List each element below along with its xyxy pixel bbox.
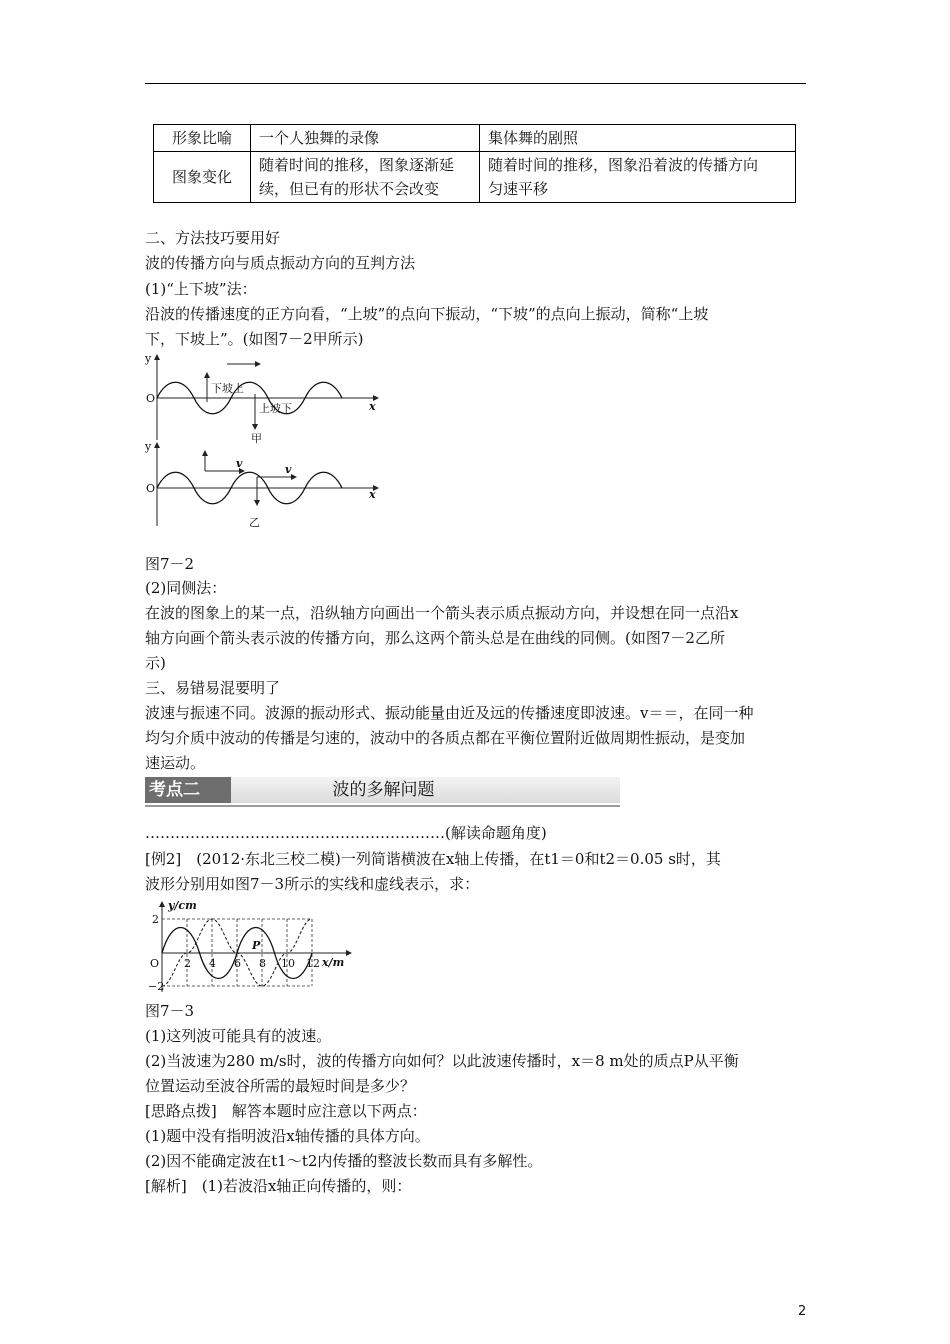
topic-banner	[145, 777, 620, 809]
method2-title: (2)同侧法：	[145, 579, 227, 597]
table-cell: 图象变化	[154, 152, 251, 203]
x-tick-label: 12	[306, 957, 320, 970]
hint-point: (2)因不能确定波在t1～t2内传播的整波长数而具有多解性。	[145, 1152, 543, 1170]
table-cell: 形象比喻	[154, 125, 251, 152]
table-cell	[480, 152, 796, 203]
hint-line: [思路点拨] 解答本题时应注意以下两点：	[145, 1102, 427, 1120]
example-line: 波形分别用如图7－3所示的实线和虚线表示，求：	[145, 875, 480, 893]
origin-label: O	[146, 482, 156, 495]
page-number: 2	[798, 1304, 807, 1319]
x-tick-label: 6	[234, 957, 241, 970]
paragraph-line: 均匀介质中波动的传播是匀速的，波动中的各质点都在平衡位置附近做周期性振动，是变加	[145, 729, 746, 747]
x-tick-label: 8	[259, 957, 266, 970]
y-axis-label: y/cm	[168, 899, 197, 912]
cell-line: 匀速平移	[488, 180, 549, 198]
paragraph-line: 波速与振速不同。波源的振动形式、振动能量由近及远的传播速度即波速。v＝＝，在同一种	[145, 704, 754, 722]
x-axis-label: x	[369, 400, 376, 413]
origin-label: O	[146, 392, 156, 405]
comparison-table	[153, 124, 796, 203]
y-tick-label: −2	[148, 980, 165, 993]
figure-caption: 图7－2	[145, 555, 195, 573]
example-line: [例2] (2012·东北三校二模)一列简谐横波在x轴上传播，在t1＝0和t2＝0.05 s时，其	[145, 850, 721, 868]
paragraph-line: 速运动。	[145, 754, 206, 772]
table-row	[154, 125, 796, 152]
y-axis-label: y	[145, 352, 152, 365]
table-cell: 集体舞的剧照	[480, 125, 796, 152]
arrow-label: 下坡上	[211, 382, 244, 395]
figure-7-2-yi	[145, 440, 385, 532]
banner-title: 波的多解问题	[332, 780, 435, 800]
subheading: 波的传播方向与质点振动方向的互判方法	[145, 254, 416, 272]
origin-label: O	[150, 957, 160, 970]
cell-line: 随着时间的推移，图象沿着波的传播方向	[488, 156, 759, 174]
hint-point: (1)题中没有指明波沿x轴传播的具体方向。	[145, 1127, 430, 1145]
arrow-label: 上坡下	[259, 402, 292, 415]
velocity-label: v	[285, 463, 292, 476]
paragraph-line: 示)	[145, 654, 166, 672]
banner-underline	[145, 805, 620, 807]
analysis-line: [解析] (1)若波沿x轴正向传播的，则：	[145, 1177, 412, 1195]
cell-line: 续，但已有的形状不会改变	[259, 180, 440, 198]
question-line: (1)这列波可能具有的波速。	[145, 1027, 332, 1045]
header-rule	[145, 83, 806, 84]
y-axis-label: y	[145, 440, 152, 453]
paragraph-line: 在波的图象上的某一点，沿纵轴方向画出一个箭头表示质点振动方向，并设想在同一点沿x	[145, 604, 739, 622]
velocity-label: v	[236, 457, 243, 470]
subtitle-dots: ……………………………………………………(解读命题角度)	[145, 824, 547, 842]
section-heading: 二、方法技巧要用好	[145, 229, 281, 247]
y-tick-label: 2	[152, 913, 159, 926]
x-tick-label: 2	[184, 957, 191, 970]
figure-sub-label: 甲	[251, 432, 262, 445]
x-tick-label: 4	[209, 957, 216, 970]
banner-tag: 考点二	[145, 777, 231, 803]
figure-caption: 图7－3	[145, 1002, 195, 1020]
figure-7-3	[148, 898, 358, 996]
question-line: (2)当波速为280 m/s时，波的传播方向如何？以此波速传播时，x＝8 m处的质点P从平衡	[145, 1052, 739, 1070]
cell-line: 随着时间的推移，图象逐渐延	[259, 156, 455, 174]
section-heading: 三、易错易混要明了	[145, 679, 281, 697]
x-tick-label: 10	[281, 957, 295, 970]
table-row	[154, 152, 796, 203]
figure-7-2-jia	[145, 352, 385, 447]
paragraph-line: 沿波的传播速度的正方向看，“上坡”的点向下振动，“下坡”的点向上振动，简称“上坡	[145, 305, 709, 323]
figure-sub-label: 乙	[249, 516, 260, 529]
x-axis-label: x/m	[322, 956, 345, 969]
point-label: P	[252, 939, 261, 952]
table-cell: 一个人独舞的录像	[251, 125, 480, 152]
question-line: 位置运动至波谷所需的最短时间是多少？	[145, 1077, 416, 1095]
method1-title: (1)“上下坡”法：	[145, 280, 257, 298]
paragraph-line: 下，下坡上”。(如图7－2甲所示)	[145, 330, 364, 348]
x-axis-label: x	[369, 488, 376, 501]
paragraph-line: 轴方向画个箭头表示波的传播方向，那么这两个箭头总是在曲线的同侧。(如图7－2乙所	[145, 629, 725, 647]
table-cell	[251, 152, 480, 203]
